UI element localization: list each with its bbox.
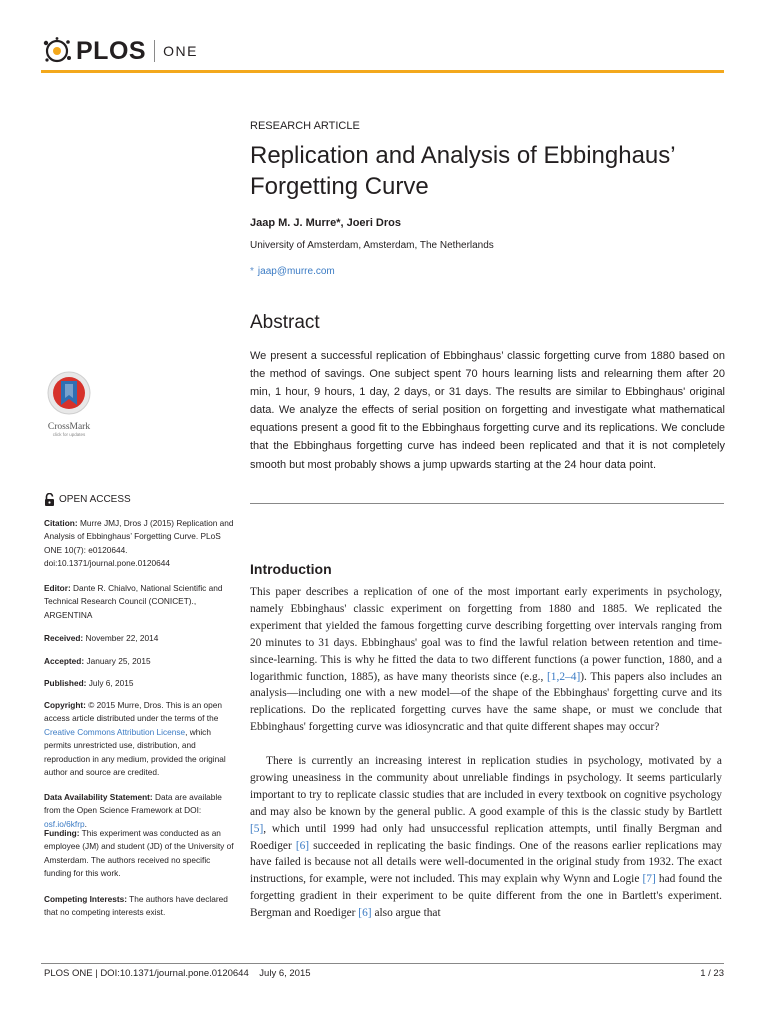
citation-link-5[interactable]: [5] <box>250 822 264 835</box>
intro-paragraph-2 <box>250 753 722 922</box>
header-rule <box>41 70 724 73</box>
data-availability-end: . <box>84 818 87 829</box>
citation-link-6[interactable]: [6] <box>295 839 310 852</box>
paragraph-text: succeeded in replicating the basic findings. One of the reasons earlier replications may have failed is because not all details were well-documented in the original study from 1932. The exact instructions, for example, were not included. This may explain why Wynn and Logie <box>250 839 722 886</box>
editor-text: Dante R. Chialvo, National Scientific and Technical Research Council (CONICET)., ARGENTINA <box>44 583 223 620</box>
competing-interests-label: Competing Interests: <box>44 894 127 904</box>
funding-block <box>44 827 236 881</box>
abstract-heading: Abstract <box>250 312 320 333</box>
published-date: July 6, 2015 <box>88 678 134 688</box>
paragraph-text: , which until 1999 had only had unsuccessful replication attempts, until finally Bergman and Roediger <box>250 822 722 852</box>
received-label: Received: <box>44 633 84 643</box>
editor-label: Editor: <box>44 583 71 593</box>
intro-paragraph-1 <box>250 584 722 736</box>
accepted-date: January 25, 2015 <box>86 656 151 666</box>
paragraph-text: ). This papers also includes an analysis—including one with a new model—of the shape of the Ebbinghaus' forgetting curve and its replications. Do the replicated forgetting curves have the same shape, or must we conclude that Ebbinghaus' forgetting curve was idiosyncratic and that quite different shapes may occur? <box>250 670 722 734</box>
crossmark-icon <box>46 370 92 416</box>
citation-link-2-4[interactable]: 2–4 <box>559 670 577 683</box>
funding-label: Funding: <box>44 828 80 838</box>
paragraph-text: also argue that <box>371 907 441 920</box>
crossmark-sublabel: click for updates <box>52 432 86 437</box>
article-type: RESEARCH ARTICLE <box>250 120 360 132</box>
footer-rule <box>41 963 724 964</box>
copyright-block <box>44 699 236 779</box>
published-label: Published: <box>44 678 87 688</box>
footer-doi: PLOS ONE | DOI:10.1371/journal.pone.0120644 July 6, 2015 <box>44 968 311 979</box>
affiliation: University of Amsterdam, Amsterdam, The Netherlands <box>250 240 494 251</box>
license-link[interactable]: Creative Commons Attribution License <box>44 726 186 737</box>
page-number: 1 / 23 <box>700 968 724 979</box>
abstract-text: We present a successful replication of Ebbinghaus’ classic forgetting curve from 1880 based on the method of savings. One subject spent 70 hours learning lists and relearning them after 20 min, 1 hour, 9 hours, 1 day, 2 days, or 31 days. The results are similar to Ebbinghaus' original data. We analyze the effects of serial position on forgetting and investigate what mathematical equations present a good fit to the Ebbinghaus forgetting curve and its replications. We conclude that the Ebbinghaus forgetting curve has indeed been replicated and that it is not completely smooth but most probably shows a jump upwards starting at the 24 hour data point. <box>250 350 725 471</box>
citation-bracket: [ <box>547 670 551 683</box>
open-access-label: OPEN ACCESS <box>59 494 131 505</box>
email-link[interactable]: jaap@murre.com <box>257 266 335 277</box>
osf-link[interactable]: osf.io/6kfrp <box>44 818 85 829</box>
citation-bracket: ] <box>576 670 581 683</box>
accepted-block <box>44 655 236 668</box>
crossmark-badge[interactable] <box>44 370 94 437</box>
received-block <box>44 632 236 645</box>
plos-logo-icon <box>42 36 72 66</box>
funding-text: This experiment was conducted as an employee (JM) and student (JD) of the University of Amsterdam. The authors received no specific funding for this work. <box>44 828 234 879</box>
citation-block <box>44 517 236 571</box>
accepted-label: Accepted: <box>44 656 85 666</box>
correspondence <box>250 266 335 277</box>
copyright-text: © 2015 Murre, Dros. This is an open access article distributed under the terms of the <box>44 700 222 724</box>
plos-one-logo[interactable] <box>42 34 198 68</box>
citation-separator: , <box>556 670 560 683</box>
email-marker: * <box>250 266 254 277</box>
open-access-badge <box>44 493 131 506</box>
competing-interests-text: The authors have declared that no competing interests exist. <box>44 894 228 918</box>
journal-name: ONE <box>163 43 198 59</box>
published-block <box>44 677 236 690</box>
citation-link-6[interactable]: [6] <box>358 907 372 920</box>
logo-divider <box>154 40 155 62</box>
open-lock-icon <box>44 493 55 506</box>
paragraph-text: This paper describes a replication of one of the most important early experiments in psychology, namely Ebbinghaus' classic experiment on forgetting from 1880 and 1885. We replicated the experiment that yielded the famous forgetting curve describing forgetting over intervals ranging from 20 minutes to 31 days. Ebbinghaus' goal was to find the lawful relation between retention and time-since-learning. This is why he fitted the data to two different functions (a power function, 1880, and a logarithmic function, 1885), as have many theorists since (e.g., <box>250 586 722 683</box>
authors: Jaap M. J. Murre*, Joeri Dros <box>250 217 401 229</box>
copyright-text-end: , which permits unrestricted use, distribution, and reproduction in any medium, provided the original author and source are credited. <box>44 726 226 778</box>
data-availability-label: Data Availability Statement: <box>44 792 153 802</box>
brand-name: PLOS <box>76 36 147 65</box>
competing-interests-block <box>44 893 236 920</box>
editor-block <box>44 582 236 622</box>
paragraph-text: There is currently an increasing interest in replication studies in psychology, motivated by a growing uneasiness in the community about unreliable findings in psychology. It seems particularly important to try to replicate classic studies that are included in every textbook on cognitive psychology and may also be known by the general public. A good example of this is the classic study by Bartlett <box>250 755 722 818</box>
copyright-label: Copyright: <box>44 700 86 710</box>
citation-link-7[interactable]: [7] <box>642 873 656 886</box>
paragraph-text: had found the forgetting gradient in their experiment to be quite different from the one in Bartlett's experiment. Bergman and Roediger <box>250 873 723 920</box>
article-title: Replication and Analysis of Ebbinghaus’ Forgetting Curve <box>250 142 675 200</box>
received-date: November 22, 2014 <box>85 633 159 643</box>
abstract-divider <box>250 503 724 504</box>
citation-label: Citation: <box>44 518 78 528</box>
citation-link-1[interactable]: 1 <box>550 670 557 683</box>
data-availability-block <box>44 791 236 831</box>
introduction-heading: Introduction <box>250 561 332 577</box>
citation-text: Murre JMJ, Dros J (2015) Replication and Analysis of Ebbinghaus’ Forgetting Curve. PLoS ONE 10(7): e0120644. doi:10.1371/journal.pone.0120644 <box>44 518 234 569</box>
crossmark-label: CrossMark <box>47 422 91 432</box>
data-availability-text: Data are available from the Open Science Framework at DOI: <box>44 792 222 816</box>
